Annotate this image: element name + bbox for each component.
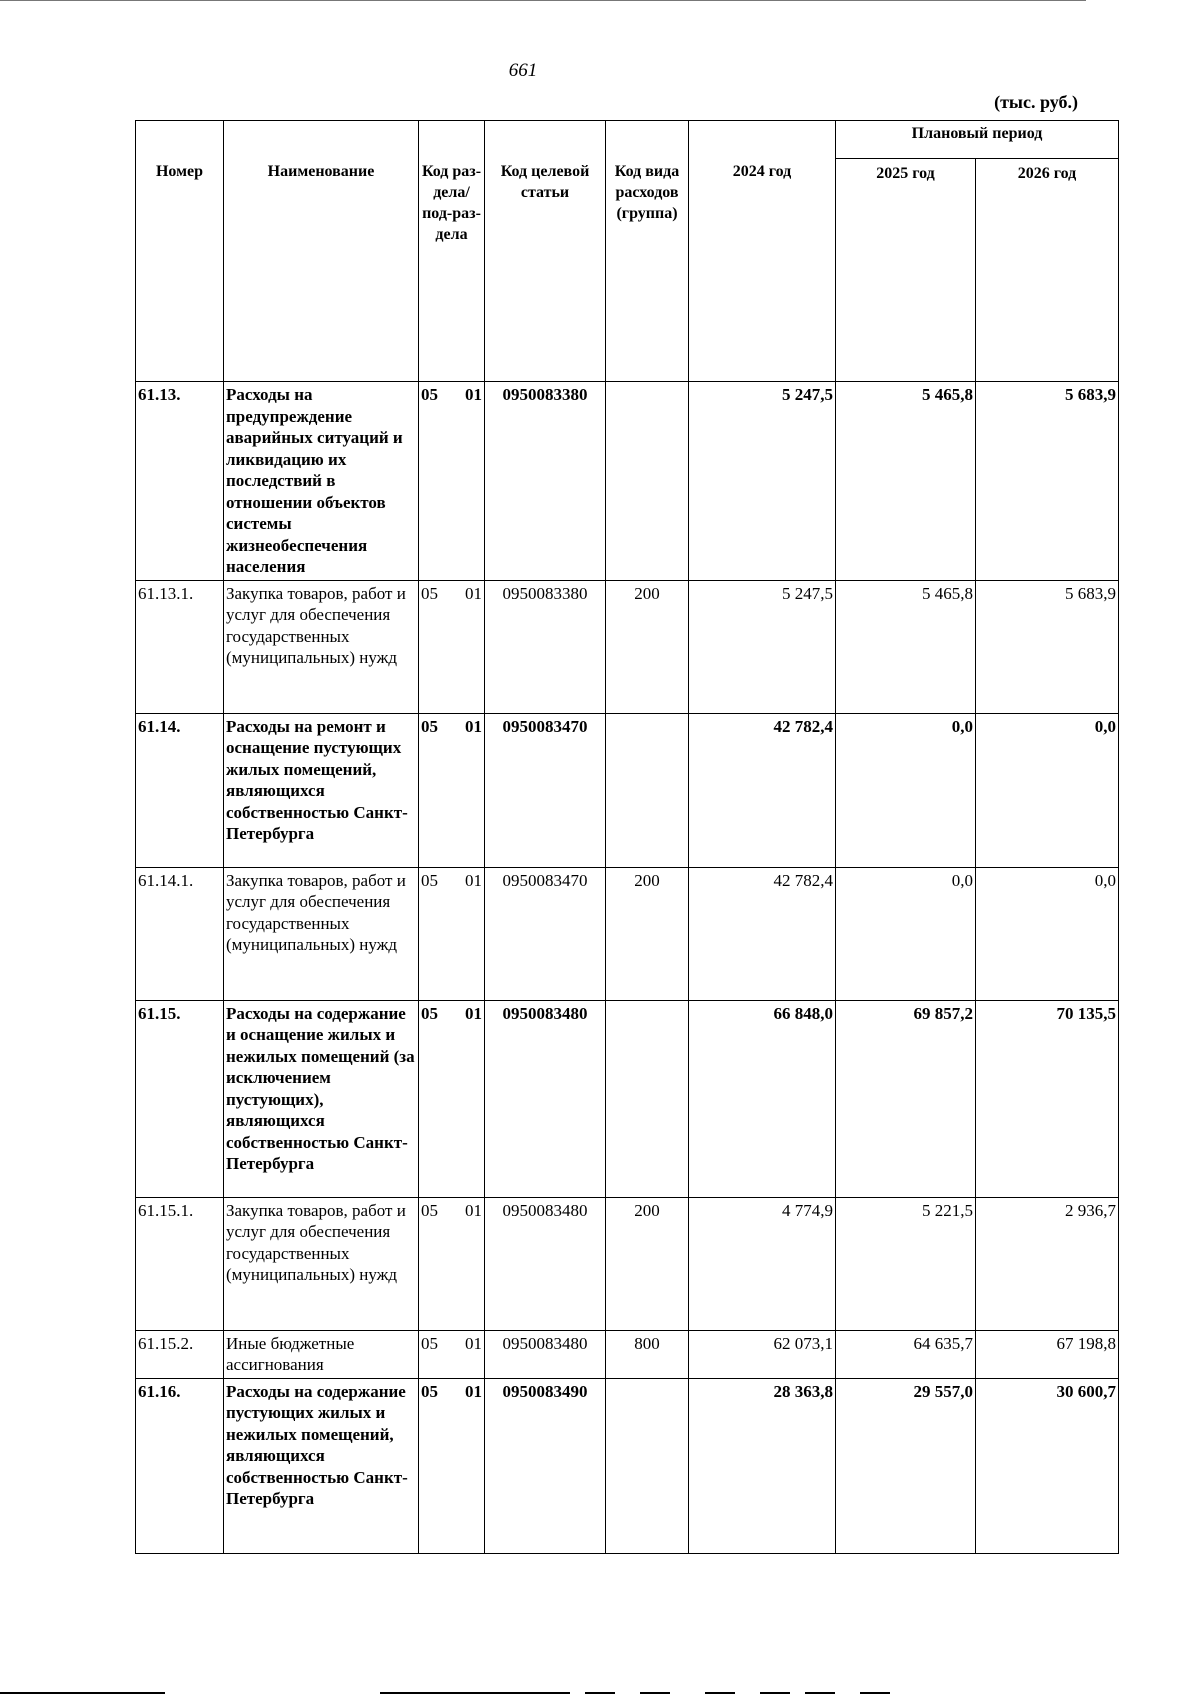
row-section-code — [419, 580, 485, 713]
row-expense-type: 200 — [606, 867, 689, 1000]
bottom-scan-mark — [760, 1692, 790, 1694]
row-number: 61.13. — [136, 382, 224, 581]
row-expense-type — [606, 713, 689, 867]
row-section-code — [419, 1378, 485, 1553]
top-scan-rule — [0, 0, 1086, 1]
row-amount-2024: 4 774,9 — [689, 1197, 836, 1330]
row-amount-2025: 64 635,7 — [836, 1330, 976, 1378]
header-target-code: Код целевой статьи — [485, 121, 606, 382]
row-amount-2026: 5 683,9 — [976, 580, 1119, 713]
row-expense-type — [606, 382, 689, 581]
row-razdel: 05 — [421, 1200, 438, 1220]
row-name: Закупка товаров, работ и услуг для обеспечения государственных (муниципальных) нужд — [224, 867, 419, 1000]
row-podrazdel: 01 — [465, 1381, 482, 1401]
row-amount-2026: 0,0 — [976, 713, 1119, 867]
row-number: 61.15.1. — [136, 1197, 224, 1330]
row-target-code: 0950083490 — [485, 1378, 606, 1553]
row-number: 61.14.1. — [136, 867, 224, 1000]
row-target-code: 0950083470 — [485, 713, 606, 867]
bottom-scan-mark — [585, 1692, 615, 1694]
row-expense-type — [606, 1000, 689, 1197]
row-amount-2025: 0,0 — [836, 713, 976, 867]
units-label: (тыс. руб.) — [994, 92, 1078, 112]
row-expense-type: 800 — [606, 1330, 689, 1378]
row-amount-2024: 5 247,5 — [689, 580, 836, 713]
row-name: Закупка товаров, работ и услуг для обеспечения государственных (муниципальных) нужд — [224, 580, 419, 713]
row-number: 61.15.2. — [136, 1330, 224, 1378]
header-planning-period: Плановый период — [836, 121, 1119, 159]
row-name: Закупка товаров, работ и услуг для обеспечения государственных (муниципальных) нужд — [224, 1197, 419, 1330]
table-row — [136, 382, 1119, 581]
table-row — [136, 867, 1119, 1000]
row-number: 61.14. — [136, 713, 224, 867]
header-year-2025: 2025 год — [836, 159, 976, 382]
row-name: Расходы на предупреждение аварийных ситуаций и ликвидацию их последствий в отношении объектов системы жизнеобеспечения населения — [224, 382, 419, 581]
row-amount-2026: 0,0 — [976, 867, 1119, 1000]
row-target-code: 0950083480 — [485, 1000, 606, 1197]
row-amount-2026: 5 683,9 — [976, 382, 1119, 581]
table-body — [136, 382, 1119, 1554]
row-razdel: 05 — [421, 1381, 438, 1401]
row-razdel: 05 — [421, 583, 438, 603]
row-target-code: 0950083480 — [485, 1330, 606, 1378]
row-amount-2025: 69 857,2 — [836, 1000, 976, 1197]
row-target-code: 0950083480 — [485, 1197, 606, 1330]
bottom-scan-mark — [0, 1692, 165, 1694]
row-name: Расходы на содержание и оснащение жилых и нежилых помещений (за исключением пустующих), являющихся собственностью Санкт-Петербурга — [224, 1000, 419, 1197]
table-row — [136, 713, 1119, 867]
row-amount-2024: 66 848,0 — [689, 1000, 836, 1197]
row-name: Расходы на содержание пустующих жилых и нежилых помещений, являющихся собственностью Санкт-Петербурга — [224, 1378, 419, 1553]
row-razdel: 05 — [421, 385, 438, 404]
table-row — [136, 1378, 1119, 1553]
row-number: 61.15. — [136, 1000, 224, 1197]
page-number: 661 — [508, 60, 538, 81]
row-amount-2024: 42 782,4 — [689, 867, 836, 1000]
table-row — [136, 1330, 1119, 1378]
row-razdel: 05 — [421, 716, 438, 736]
row-amount-2025: 0,0 — [836, 867, 976, 1000]
row-podrazdel: 01 — [465, 870, 482, 890]
row-podrazdel: 01 — [465, 1200, 482, 1220]
row-podrazdel: 01 — [465, 1003, 482, 1023]
row-amount-2025: 5 221,5 — [836, 1197, 976, 1330]
row-target-code: 0950083380 — [485, 382, 606, 581]
row-expense-type: 200 — [606, 1197, 689, 1330]
row-razdel: 05 — [421, 870, 438, 890]
row-amount-2024: 28 363,8 — [689, 1378, 836, 1553]
row-section-code — [419, 867, 485, 1000]
row-podrazdel: 01 — [465, 716, 482, 736]
row-amount-2025: 29 557,0 — [836, 1378, 976, 1553]
header-section-code: Код раз-дела/ под-раз-дела — [419, 121, 485, 382]
header-year-2026: 2026 год — [976, 159, 1119, 382]
row-podrazdel: 01 — [465, 1333, 482, 1353]
row-expense-type — [606, 1378, 689, 1553]
row-amount-2025: 5 465,8 — [836, 580, 976, 713]
row-name: Расходы на ремонт и оснащение пустующих жилых помещений, являющихся собственностью Санкт-Петербурга — [224, 713, 419, 867]
row-amount-2026: 2 936,7 — [976, 1197, 1119, 1330]
row-expense-type: 200 — [606, 580, 689, 713]
row-amount-2024: 42 782,4 — [689, 713, 836, 867]
header-name: Наименование — [224, 121, 419, 382]
bottom-scan-mark — [640, 1692, 670, 1694]
row-number: 61.13.1. — [136, 580, 224, 713]
row-podrazdel: 01 — [465, 385, 482, 404]
budget-table — [135, 120, 1119, 1554]
row-amount-2025: 5 465,8 — [836, 382, 976, 581]
table-row — [136, 1000, 1119, 1197]
row-name: Иные бюджетные ассигнования — [224, 1330, 419, 1378]
row-section-code — [419, 1197, 485, 1330]
row-amount-2026: 67 198,8 — [976, 1330, 1119, 1378]
row-razdel: 05 — [421, 1003, 438, 1023]
table-row — [136, 1197, 1119, 1330]
bottom-scan-mark — [380, 1692, 570, 1694]
row-target-code: 0950083470 — [485, 867, 606, 1000]
row-section-code — [419, 1330, 485, 1378]
header-expense-type: Код вида расходов (группа) — [606, 121, 689, 382]
row-podrazdel: 01 — [465, 583, 482, 603]
row-amount-2026: 30 600,7 — [976, 1378, 1119, 1553]
row-amount-2026: 70 135,5 — [976, 1000, 1119, 1197]
row-section-code — [419, 713, 485, 867]
table-header-row — [136, 121, 1119, 159]
header-number: Номер — [136, 121, 224, 382]
bottom-scan-mark — [705, 1692, 735, 1694]
row-amount-2024: 5 247,5 — [689, 382, 836, 581]
bottom-scan-mark — [805, 1692, 835, 1694]
row-target-code: 0950083380 — [485, 580, 606, 713]
row-amount-2024: 62 073,1 — [689, 1330, 836, 1378]
header-year-2024: 2024 год — [689, 121, 836, 382]
row-number: 61.16. — [136, 1378, 224, 1553]
row-section-code — [419, 382, 485, 581]
bottom-scan-mark — [860, 1692, 890, 1694]
row-section-code — [419, 1000, 485, 1197]
table-row — [136, 580, 1119, 713]
row-razdel: 05 — [421, 1333, 438, 1353]
